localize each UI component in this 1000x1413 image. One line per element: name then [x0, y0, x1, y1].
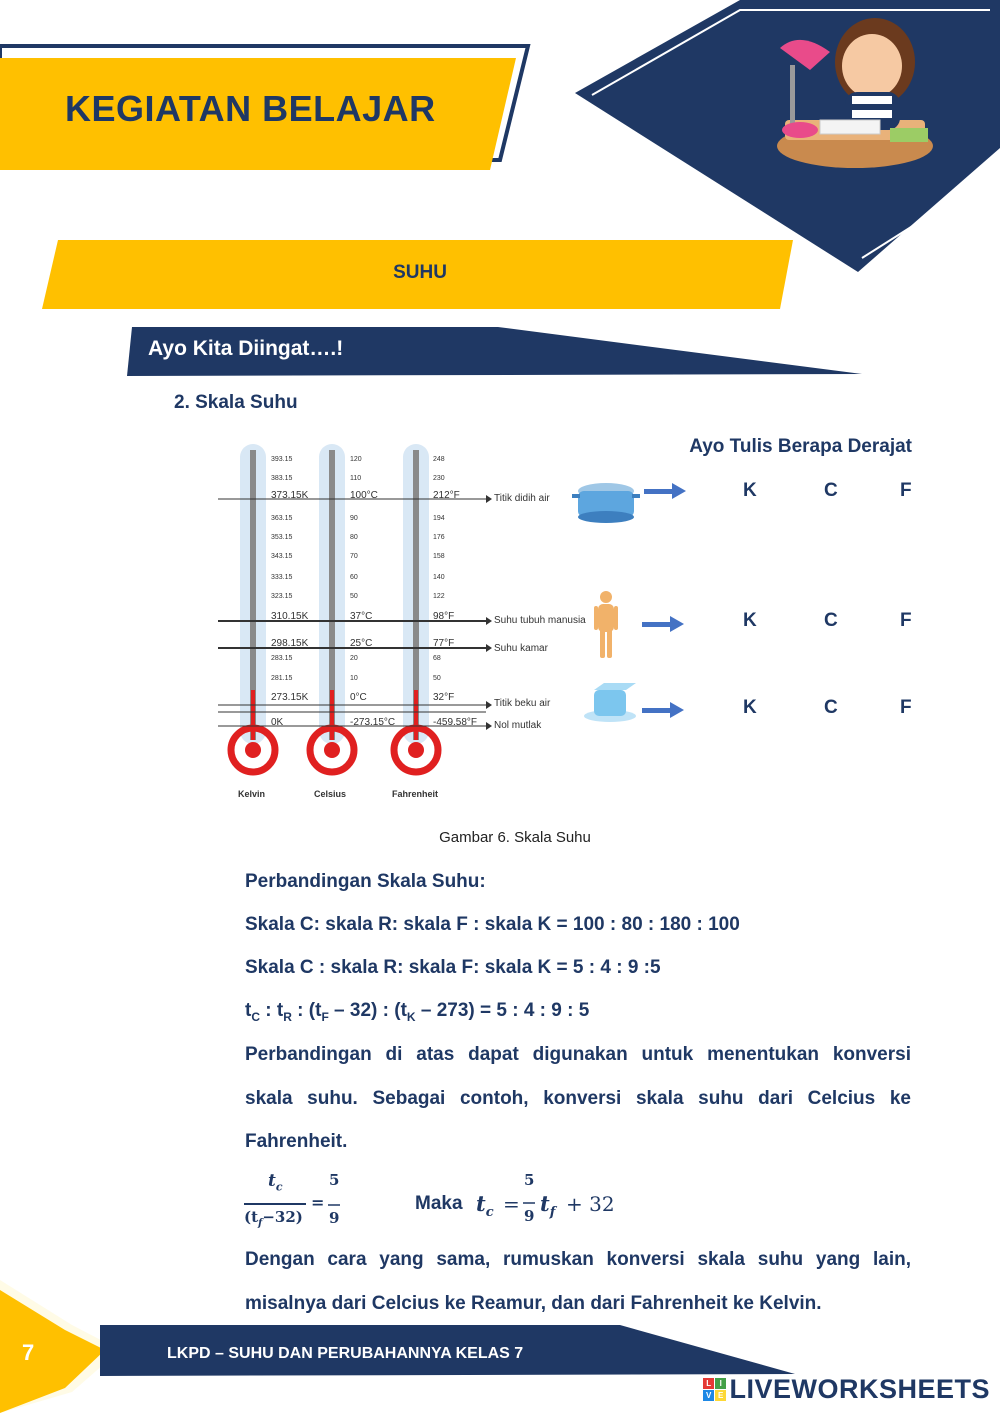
paragraph-1-line-3: Fahrenheit.: [245, 1131, 348, 1152]
celsius-tick: 20: [350, 655, 358, 662]
thermometer-name: Kelvin: [238, 789, 266, 799]
reference-point-label: Titik didih air: [494, 493, 550, 504]
fahrenheit-tick: 194: [433, 515, 445, 522]
answer-k-1[interactable]: K: [743, 480, 757, 501]
fahrenheit-tick: 98°F: [433, 611, 455, 622]
formula-rhs-plus: + 32: [566, 1192, 615, 1216]
logo-tile: V: [703, 1390, 714, 1401]
section-subtitle: 2. Skala Suhu: [174, 392, 298, 413]
formula-numerator: $t_c$: [268, 1171, 283, 1194]
kelvin-tick: 298.15K: [271, 638, 309, 649]
kelvin-tick: 283.15: [271, 655, 293, 662]
answer-c-3[interactable]: C: [824, 697, 838, 718]
fahrenheit-tick: 158: [433, 553, 445, 560]
kelvin-tick: 373.15K: [271, 490, 309, 501]
logo-tiles: [703, 1378, 726, 1401]
formula-denominator: $(t_f-32)$: [244, 1208, 303, 1229]
formula-rhs-tf: $t_f$: [540, 1191, 556, 1221]
fahrenheit-tick: 122: [433, 593, 445, 600]
kelvin-tick: 273.15K: [271, 692, 309, 703]
ice-cube-icon: [584, 683, 636, 722]
reference-point-label: Titik beku air: [494, 698, 551, 709]
formula-rhs-five: 5: [524, 1171, 535, 1189]
reference-point-label: Suhu tubuh manusia: [494, 615, 586, 626]
answer-k-3[interactable]: K: [743, 697, 757, 718]
section-title: Ayo Kita Diingat….!: [148, 337, 344, 360]
formula-rhs-nine: 9: [524, 1207, 535, 1225]
celsius-tick: 10: [350, 675, 358, 682]
human-body-icon: [594, 591, 618, 658]
reference-point-label: Nol mutlak: [494, 720, 542, 731]
fahrenheit-tick: 68: [433, 655, 441, 662]
kelvin-tick: 383.15: [271, 475, 293, 482]
paragraph-1-line-1: Perbandingan di atas dapat digunakan untuk menentukan konversi: [245, 1044, 911, 1065]
answer-k-2[interactable]: K: [743, 610, 757, 631]
liveworksheets-logo: [703, 1374, 990, 1405]
fahrenheit-tick: 212°F: [433, 490, 460, 501]
fahrenheit-tick: -459.58°F: [433, 717, 478, 728]
fahrenheit-tick: 50: [433, 675, 441, 682]
arrows: [642, 483, 686, 718]
thermometer-name: Celsius: [314, 789, 347, 799]
answer-c-2[interactable]: C: [824, 610, 838, 631]
kelvin-tick: 323.15: [271, 593, 293, 600]
paragraph-2-line-2: misalnya dari Celcius ke Reamur, dan dari Fahrenheit ke Kelvin.: [245, 1293, 822, 1314]
page-title: KEGIATAN BELAJAR: [65, 88, 436, 129]
fahrenheit-tick: 77°F: [433, 638, 455, 649]
formula-maka: Maka: [415, 1193, 463, 1214]
footer-title: LKPD – SUHU DAN PERUBAHANNYA KELAS 7: [167, 1345, 524, 1362]
celsius-tick: 90: [350, 515, 358, 522]
kelvin-tick: 0K: [271, 717, 284, 728]
celsius-tick: 70: [350, 553, 358, 560]
brand-name: LIVEWORKSHEETS: [729, 1374, 990, 1404]
paragraph-2-line-1: Dengan cara yang sama, rumuskan konversi skala suhu yang lain,: [245, 1249, 911, 1270]
page-number: 7: [22, 1340, 35, 1365]
celsius-tick: 25°C: [350, 638, 373, 649]
answer-f-2[interactable]: F: [900, 610, 912, 631]
logo-tile: I: [715, 1378, 726, 1389]
ratio-line-3: $t_C$ : $t_R$ : $(t_F - 32)$ : $(t_K - 273) = 5$ : 4 : 9 : 5: [245, 1000, 590, 1024]
ratio-line-2: Skala C : skala R: skala F: skala K = 5 : 4 : 9 :5: [245, 957, 661, 978]
paragraph-1-line-2: skala suhu. Sebagai contoh, konversi skala suhu dari Celcius ke: [245, 1088, 911, 1109]
answer-c-1[interactable]: C: [824, 480, 838, 501]
figure-caption: Gambar 6. Skala Suhu: [439, 829, 591, 846]
celsius-tick: 37°C: [350, 611, 373, 622]
answer-f-3[interactable]: F: [900, 697, 912, 718]
kelvin-tick: 353.15: [271, 534, 293, 541]
kelvin-tick: 363.15: [271, 515, 293, 522]
topic-title: SUHU: [393, 262, 447, 283]
kelvin-tick: 310.15K: [271, 611, 309, 622]
formula-rhs-equals: =: [503, 1192, 520, 1216]
celsius-tick: 50: [350, 593, 358, 600]
fahrenheit-tick: 230: [433, 475, 445, 482]
fahrenheit-tick: 32°F: [433, 692, 455, 703]
thermometer-name: Fahrenheit: [392, 789, 439, 799]
celsius-tick: 0°C: [350, 692, 367, 703]
body-heading: Perbandingan Skala Suhu:: [245, 871, 486, 892]
reference-point-label: Suhu kamar: [494, 643, 548, 654]
logo-tile: L: [703, 1378, 714, 1389]
celsius-tick: 60: [350, 574, 358, 581]
kelvin-tick: 343.15: [271, 553, 293, 560]
fahrenheit-tick: 140: [433, 574, 445, 581]
fahrenheit-tick: 248: [433, 456, 445, 463]
celsius-tick: 120: [350, 456, 362, 463]
logo-tile: E: [715, 1390, 726, 1401]
celsius-tick: 80: [350, 534, 358, 541]
formula-five: 5: [329, 1171, 340, 1189]
worksheet-heading: Ayo Tulis Berapa Derajat: [689, 436, 912, 457]
celsius-tick: -273.15°C: [350, 717, 396, 728]
formula-rhs-tc: $t_c$: [476, 1191, 494, 1221]
kelvin-tick: 333.15: [271, 574, 293, 581]
kelvin-tick: 281.15: [271, 675, 293, 682]
celsius-tick: 110: [350, 475, 362, 482]
formula-nine: 9: [329, 1209, 340, 1227]
celsius-tick: 100°C: [350, 490, 378, 501]
formula-equals: =: [311, 1193, 325, 1212]
boiling-pot-icon: [572, 483, 640, 523]
answer-f-1[interactable]: F: [900, 480, 912, 501]
kelvin-tick: 393.15: [271, 456, 293, 463]
fahrenheit-tick: 176: [433, 534, 445, 541]
ratio-line-1: Skala C: skala R: skala F : skala K = 100 : 80 : 180 : 100: [245, 914, 740, 935]
